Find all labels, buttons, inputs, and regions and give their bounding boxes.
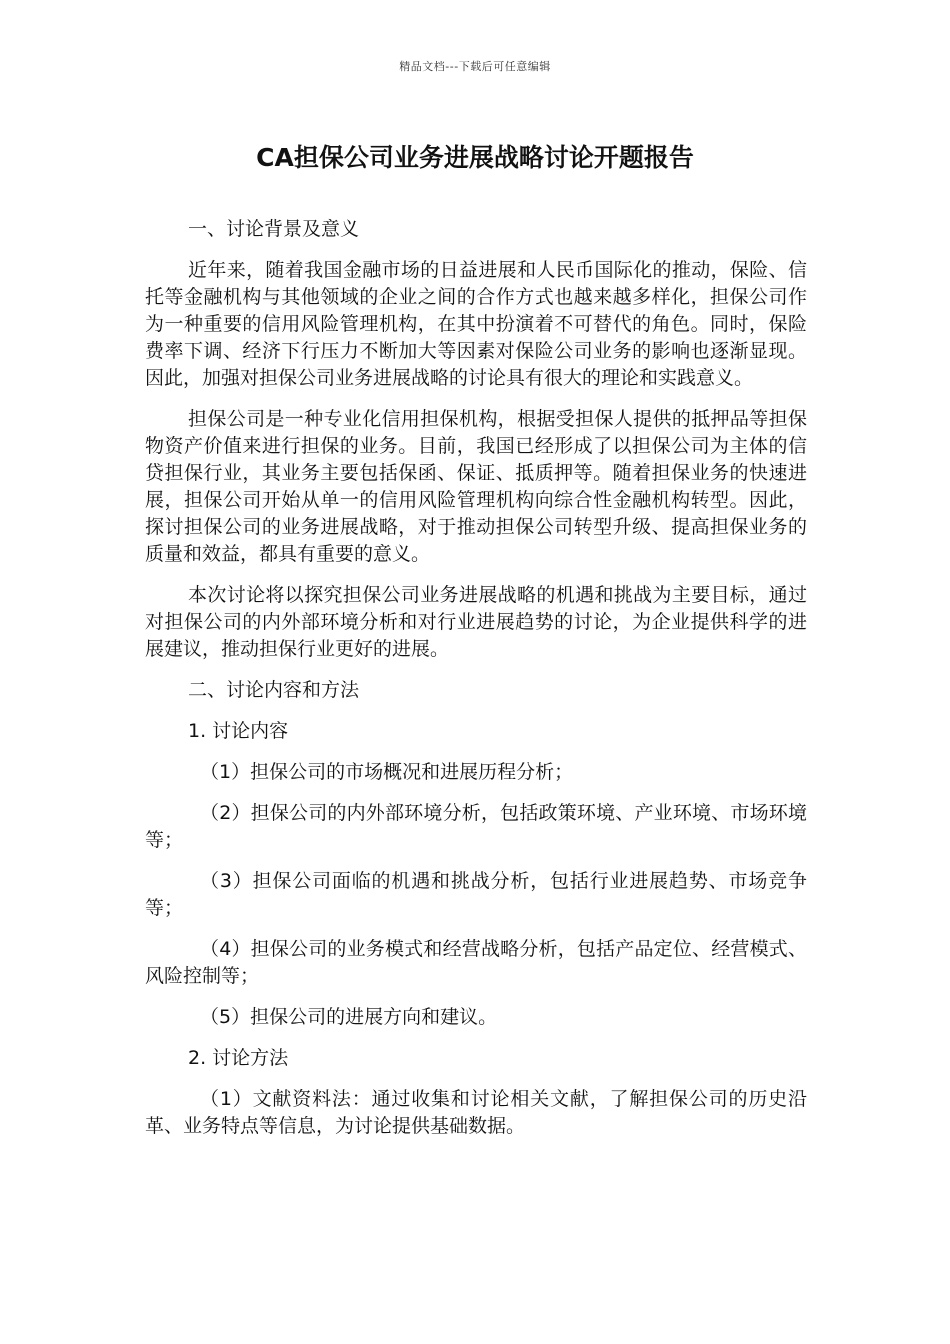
header-note: 精品文档---下载后可任意编辑	[399, 60, 551, 73]
paragraph-background-3: 本次讨论将以探究担保公司业务进展战略的机遇和挑战为主要目标，通过对担保公司的内外部环境分析和对行业进展趋势的讨论，为企业提供科学的进展建议，推动担保行业更好的进展。	[145, 584, 807, 660]
subheading-content: 1. 讨论内容	[188, 720, 289, 742]
document-title: CA担保公司业务进展战略讨论开题报告	[256, 143, 694, 172]
document-body	[145, 216, 807, 1154]
content-item-5: （5）担保公司的进展方向和建议。	[200, 1006, 498, 1028]
paragraph-background-2: 担保公司是一种专业化信用担保机构，根据受担保人提供的抵押品等担保物资产价值来进行担保的业务。目前，我国已经形成了以担保公司为主体的信贷担保行业，其业务主要包括保函、保证、抵质押等。随着担保业务的快速进展，担保公司开始从单一的信用风险管理机构向综合性金融机构转型。因此，探讨担保公司的业务进展战略，对于推动担保公司转型升级、提高担保业务的质量和效益，都具有重要的意义。	[145, 408, 807, 565]
section-heading-background: 一、讨论背景及意义	[188, 218, 360, 240]
content-item-4: （4）担保公司的业务模式和经营战略分析，包括产品定位、经营模式、风险控制等；	[145, 938, 807, 987]
method-item-1: （1）文献资料法：通过收集和讨论相关文献，了解担保公司的历史沿革、业务特点等信息，为讨论提供基础数据。	[145, 1088, 807, 1137]
section-heading-content-method: 二、讨论内容和方法	[188, 679, 360, 701]
content-item-3: （3）担保公司面临的机遇和挑战分析，包括行业进展趋势、市场竞争等；	[145, 870, 807, 919]
subheading-method: 2. 讨论方法	[188, 1047, 289, 1069]
content-item-2: （2）担保公司的内外部环境分析，包括政策环境、产业环境、市场环境等；	[145, 802, 807, 851]
paragraph-background-1: 近年来，随着我国金融市场的日益进展和人民币国际化的推动，保险、信托等金融机构与其他领域的企业之间的合作方式也越来越多样化，担保公司作为一种重要的信用风险管理机构，在其中扮演着不可替代的角色。同时，保险费率下调、经济下行压力不断加大等因素对保险公司业务的影响也逐渐显现。因此，加强对担保公司业务进展战略的讨论具有很大的理论和实践意义。	[145, 259, 807, 389]
content-item-1: （1）担保公司的市场概况和进展历程分析；	[200, 761, 574, 783]
